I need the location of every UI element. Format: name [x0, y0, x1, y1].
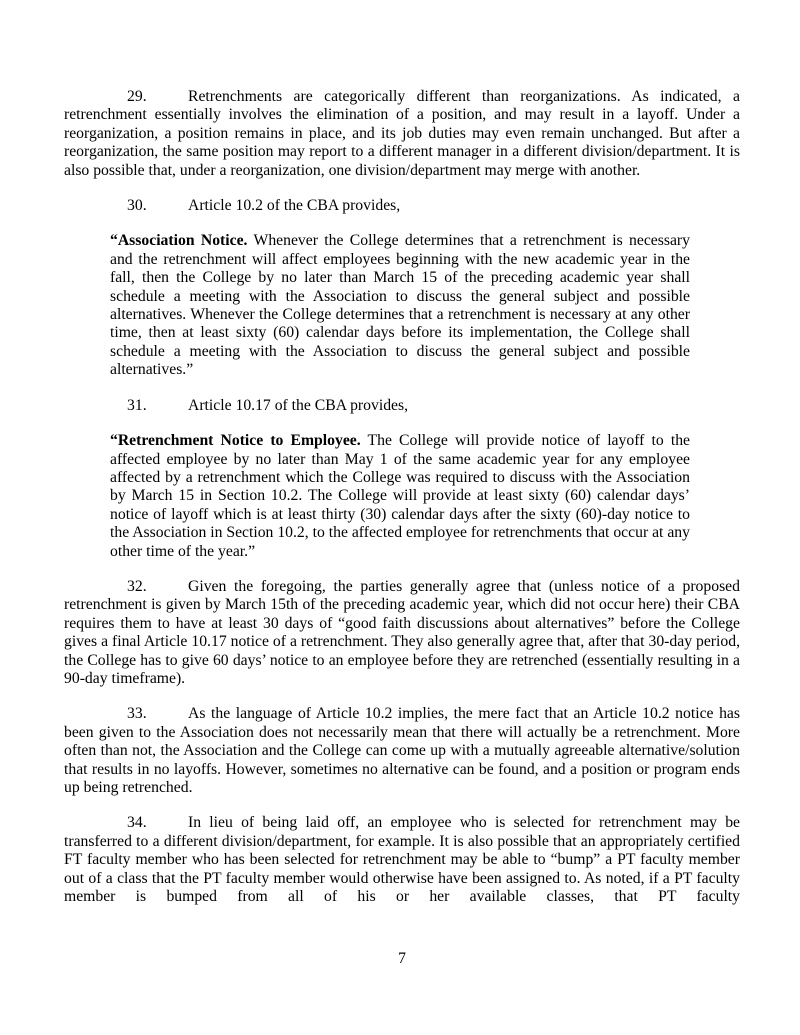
paragraph-number-29: 29. [127, 88, 147, 105]
quote-lead-association-notice: “Association Notice. [110, 232, 248, 250]
paragraph-text-30: Article 10.2 of the CBA provides, [188, 197, 401, 215]
quote-retrenchment-notice [110, 432, 690, 561]
paragraph-number-34: 34. [127, 814, 147, 832]
paragraph-33 [64, 705, 740, 797]
page-number: 7 [398, 950, 406, 968]
paragraph-text-31: Article 10.17 of the CBA provides, [188, 396, 409, 414]
quote-lead-retrenchment-notice: “Retrenchment Notice to Employee. [110, 432, 361, 450]
paragraph-text-33: As the language of Article 10.2 implies, the mere fact that an Article 10.2 notice has been given to the Association does not necessarily mean that there will actually be a retrenchment. More often than not, the Association and the College can come up with a mutually agreeable alternative/solution that results in no layoffs. However, sometimes no alternative can be found, and a position or program ends up being retrenched. [64, 705, 740, 796]
page-footer [64, 950, 740, 968]
paragraph-text-32: Given the foregoing, the parties generally agree that (unless notice of a proposed retrenchment is given by March 15th of the preceding academic year, which did not occur here) their CBA requires them to have at least 30 days of “good faith discussions about alternatives” before the College gives a final Article 10.17 notice of a retrenchment. They also generally agree that, after that 30-day period, the College has to give 60 days’ notice to an employee before they are retrenched (essentially resulting in a 90-day timeframe). [64, 577, 740, 687]
paragraph-text-29: Retrenchments are categorically different than reorganizations. As indicated, a retrenchment essentially involves the elimination of a position, and may result in a layoff. Under a reorganization, a position remains in place, and its job duties may even remain unchanged. But after a reorganization, the same position may report to a different manager in a different division/department. It is also possible that, under a reorganization, one division/department may merge with another. [64, 88, 740, 179]
paragraph-31 [64, 397, 740, 415]
paragraph-number-33: 33. [127, 705, 147, 723]
quote-text-association-notice: Whenever the College determines that a retrenchment is necessary and the retrenchment will affect employees beginning with the new academic year in the fall, then the College by no later than March 15 of the preceding academic year shall schedule a meeting with the Association to discuss the general subject and possible alternatives. Whenever the College determines that a retrenchment is necessary at any other time, then at least sixty (60) calendar days before its implementation, the College shall schedule a meeting with the Association to discuss the general subject and possible alternatives.” [110, 232, 690, 379]
paragraph-30 [64, 197, 740, 215]
paragraph-32 [64, 578, 740, 688]
paragraph-number-31: 31. [127, 396, 147, 414]
paragraph-29 [64, 88, 740, 180]
paragraph-text-34: In lieu of being laid off, an employee who is selected for retrenchment may be transferred to a different division/department, for example. It is also possible that an appropriately certified FT faculty member who has been selected for retrenchment may be able to “bump” a PT faculty member out of a class that the PT faculty member would otherwise have been assigned to. As noted, if a PT faculty member is bumped from all of his or her available classes, that PT faculty [64, 814, 740, 906]
paragraph-number-30: 30. [127, 197, 147, 215]
paragraph-34 [64, 814, 740, 906]
quote-text-retrenchment-notice: The College will provide notice of layoff to the affected employee by no later than May 1 of the same academic year for any employee affected by a retrenchment which the College was required to discuss with the Association by March 15 in Section 10.2. The College will provide at least sixty (60) calendar days’ notice of layoff which is at least thirty (30) calendar days after the sixty (60)-day notice to the Association in Section 10.2, to the affected employee for retrenchments that occur at any other time of the year.” [110, 432, 690, 560]
quote-association-notice [110, 232, 690, 379]
paragraph-number-32: 32. [127, 577, 147, 595]
